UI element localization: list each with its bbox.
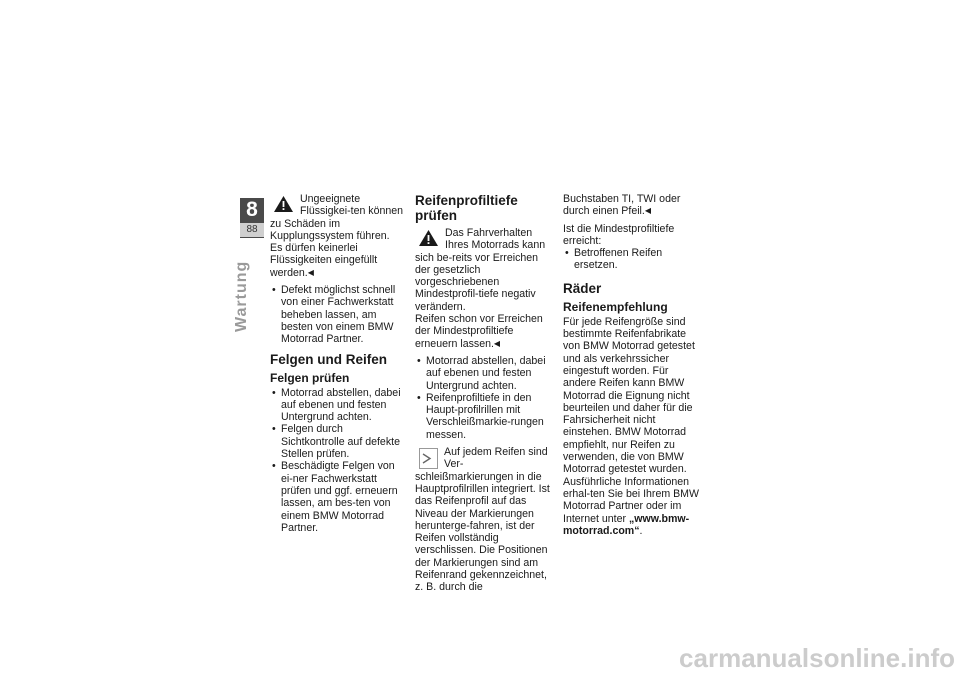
subsection-heading: Felgen prüfen	[270, 370, 350, 385]
warning-triangle-icon	[273, 195, 294, 213]
warning-triangle-icon	[418, 229, 439, 247]
warning-text: Ungeeignete Flüssigkei-ten können zu Schäden im Kupplungssystem führen.	[270, 193, 404, 242]
bullet-list	[270, 284, 406, 345]
condition-text: Ist die Mindestprofiltiefe erreicht:	[563, 222, 675, 247]
column-3	[563, 193, 699, 537]
website-link[interactable]: „www.bmw-motorrad.com“	[563, 512, 690, 537]
step-list	[270, 387, 406, 535]
subsection-heading: Reifenempfehlung	[563, 299, 668, 314]
chapter-title: Wartung	[233, 260, 250, 332]
note-text: Auf jedem Reifen sind Ver-schleißmarkierungen in die Hauptprofilrillen integriert. Ist das Reifenprofil auf das Niveau der Markierungen herunterge-fahren, ist der Reifen vollständig verschlissen. Die Positionen der Markierungen sind am Reifenrand gekennzeichnet, z. B. durch die	[415, 446, 550, 594]
section-heading: Räder	[563, 280, 602, 296]
bullet-list	[563, 247, 699, 272]
list-item: • Motorrad abstellen, dabei auf ebenen und festen Untergrund achten.	[270, 387, 406, 424]
note-icon	[419, 448, 438, 469]
section-heading: Reifenprofiltiefe prüfen	[415, 193, 518, 223]
continuation-text: Buchstaben TI, TWI oder durch einen Pfeil.	[563, 193, 681, 218]
page-number: 88	[240, 223, 264, 237]
list-item: • Defekt möglichst schnell von einer Fachwerkstatt beheben lassen, am besten von einem BMW Motorrad Partner.	[270, 284, 406, 345]
warning-text-2: Reifen schon vor Erreichen der Mindestprofiltiefe erneuern lassen.	[415, 313, 543, 350]
chapter-tab	[240, 198, 264, 238]
end-marker-icon: ◀	[644, 206, 652, 216]
warning-text: Das Fahrverhalten Ihres Motorrads kann sich be-reits vor Erreichen der gesetzlich vorgeschriebenen Mindestprofil-tiefe negativ verändern.	[415, 227, 546, 313]
column-2	[415, 193, 551, 594]
section-heading: Felgen und Reifen	[270, 351, 388, 367]
column-1	[270, 193, 406, 534]
list-item: • Reifenprofiltiefe in den Haupt-profilrillen mit Verschleißmarkie-rungen messen.	[415, 392, 551, 441]
list-item: • Beschädigte Felgen von ei-ner Fachwerkstatt prüfen und ggf. erneuern lassen, am bes-ten von einem BMW Motorrad Partner.	[270, 460, 406, 534]
end-marker-icon: ◀	[307, 267, 314, 277]
end-marker-icon: ◀	[493, 338, 501, 348]
list-item: • Felgen durch Sichtkontrolle auf defekte Stellen prüfen.	[270, 423, 406, 460]
list-item: • Motorrad abstellen, dabei auf ebenen und festen Untergrund achten.	[415, 355, 551, 392]
chapter-number: 8	[246, 198, 258, 221]
watermark: carmanualsonline.info	[679, 643, 955, 673]
body-text: Für jede Reifengröße sind bestimmte Reifenfabrikate von BMW Motorrad getestet und als verkehrssicher eingestuft worden. Für andere Reifen kann BMW Motorrad die Eignung nicht beurteilen und daher für die Fahrsicherheit nicht einstehen. BMW Motorrad empfiehlt, nur Reifen zu verwenden, die von BMW Motorrad getestet wurden. Ausführliche Informationen erhal-ten Sie bei Ihrem BMW Motorrad Partner oder im Internet unter	[563, 315, 700, 525]
link-suffix: .	[639, 524, 643, 537]
note-block	[415, 446, 551, 594]
step-list	[415, 355, 551, 441]
list-item: • Betroffenen Reifen ersetzen.	[563, 247, 699, 272]
warning-text-2: Es dürfen keinerlei Flüssigkeiten eingefüllt werden.	[270, 242, 378, 279]
